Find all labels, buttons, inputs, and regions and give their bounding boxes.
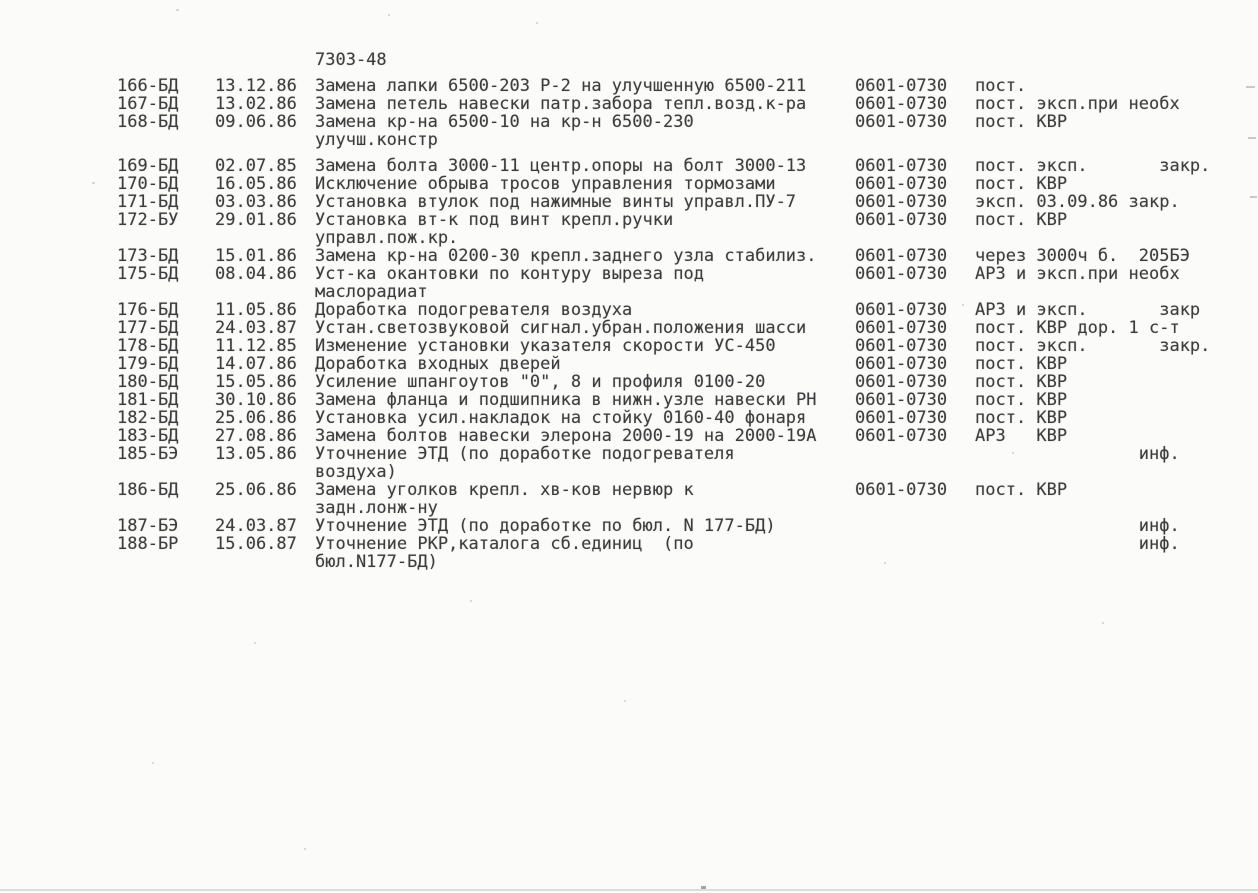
- status-note: пост. эксп. закр.: [975, 156, 1211, 176]
- scan-edge-mark: [1246, 86, 1255, 88]
- table-row: [0, 354, 1258, 373]
- table-row: [0, 156, 1258, 175]
- bulletin-number: 185-БЭ: [117, 444, 179, 464]
- bulletin-number: 186-БД: [117, 480, 179, 500]
- scan-speck: [388, 14, 390, 16]
- scan-speck: [434, 272, 436, 274]
- table-row: [0, 246, 1258, 265]
- scan-speck: [536, 22, 538, 24]
- scan-edge-mark: [1248, 137, 1256, 139]
- table-row: [0, 112, 1258, 131]
- table-row: [0, 76, 1258, 95]
- bulletin-date: 11.05.86: [215, 300, 297, 320]
- bulletin-description: Уточнение РКР,каталога сб.единиц (по: [315, 534, 694, 554]
- table-row: [0, 426, 1258, 445]
- serial-range: 0601-0730: [855, 76, 948, 96]
- bulletin-number: 182-БД: [117, 408, 179, 428]
- table-row: [0, 94, 1258, 113]
- table-row-continuation: [0, 462, 1258, 481]
- page-code: 7303-48: [315, 50, 387, 70]
- table-row-continuation: [0, 228, 1258, 247]
- bulletin-description: Устан.светозвуковой сигнал.убран.положения шасси: [315, 318, 807, 338]
- status-note: АРЗ и эксп. закр: [975, 300, 1201, 320]
- bulletin-description-continuation: бюл.N177-БД): [315, 552, 438, 572]
- scan-speck: [701, 886, 706, 889]
- scan-speck: [176, 9, 179, 11]
- scan-speck: [962, 304, 964, 306]
- status-note: пост. КВР дор. 1 с-т: [975, 318, 1180, 338]
- scan-speck: [254, 642, 256, 644]
- status-note: пост. КВР: [975, 112, 1068, 132]
- table-row-continuation: [0, 552, 1258, 571]
- bulletin-number: 181-БД: [117, 390, 179, 410]
- bulletin-description: Замена уголков крепл. хв-ков нервюр к: [315, 480, 694, 500]
- bulletin-date: 02.07.85: [215, 156, 297, 176]
- bulletin-date: 25.06.86: [215, 480, 297, 500]
- bulletin-date: 03.03.86: [215, 192, 297, 212]
- bulletin-number: 170-БД: [117, 174, 179, 194]
- bulletin-date: 15.06.87: [215, 534, 297, 554]
- scan-bottom-edge: [0, 889, 1258, 891]
- bulletin-description-continuation: задн.лонж-ну: [315, 498, 438, 518]
- bulletin-description: Усиление шпангоутов "0", 8 и профиля 0100-20: [315, 372, 766, 392]
- bulletin-description: Замена болта 3000-11 центр.опоры на болт 3000-13: [315, 156, 807, 176]
- table-row-continuation: [0, 130, 1258, 149]
- bulletin-date: 14.07.86: [215, 354, 297, 374]
- bulletin-description-continuation: улучш.констр: [315, 130, 438, 150]
- bulletin-description: Уточнение ЭТД (по доработке подогревателя: [315, 444, 735, 464]
- bulletin-date: 11.12.85: [215, 336, 297, 356]
- status-note: пост. КВР: [975, 480, 1068, 500]
- bulletin-description: Изменение установки указателя скорости УС-450: [315, 336, 776, 356]
- status-note: через 3000ч б. 205БЭ: [975, 246, 1190, 266]
- status-note: пост. КВР: [975, 390, 1068, 410]
- bulletin-description: Установка втулок под нажимные винты управл.ПУ-7: [315, 192, 797, 212]
- table-row: [0, 534, 1258, 553]
- bulletin-description-continuation: маслорадиат: [315, 282, 428, 302]
- bulletin-number: 172-БУ: [117, 210, 179, 230]
- table-row: [0, 372, 1258, 391]
- table-row: [0, 300, 1258, 319]
- bulletin-date: 13.02.86: [215, 94, 297, 114]
- status-note: пост. КВР: [975, 372, 1068, 392]
- bulletin-description: Замена петель навески патр.забора тепл.возд.к-ра: [315, 94, 807, 114]
- table-row: [0, 210, 1258, 229]
- scan-speck: [884, 562, 886, 564]
- bulletin-date: 13.05.86: [215, 444, 297, 464]
- status-note: пост.: [975, 76, 1027, 96]
- scan-edge-mark: [1250, 196, 1257, 198]
- table-row: [0, 444, 1258, 463]
- serial-range: 0601-0730: [855, 408, 948, 428]
- bulletin-description: Доработка подогревателя воздуха: [315, 300, 633, 320]
- scan-speck: [1012, 452, 1014, 454]
- bulletin-description: Установка вт-к под винт крепл.ручки: [315, 210, 674, 230]
- bulletin-number: 187-БЭ: [117, 516, 179, 536]
- bulletin-number: 177-БД: [117, 318, 179, 338]
- bulletin-number: 179-БД: [117, 354, 179, 374]
- bulletin-description: Уст-ка окантовки по контуру выреза под: [315, 264, 704, 284]
- serial-range: 0601-0730: [855, 264, 948, 284]
- bulletin-number: 178-БД: [117, 336, 179, 356]
- table-row: [0, 408, 1258, 427]
- bulletin-number: 188-БР: [117, 534, 179, 554]
- bulletin-number: 168-БД: [117, 112, 179, 132]
- status-note: АРЗ и эксп.при необх: [975, 264, 1180, 284]
- bulletin-number: 183-БД: [117, 426, 179, 446]
- bulletin-number: 166-БД: [117, 76, 179, 96]
- bulletin-date: 13.12.86: [215, 76, 297, 96]
- bulletin-description: Замена фланца и подшипника в нижн.узле навески РН: [315, 390, 817, 410]
- bulletin-date: 29.01.86: [215, 210, 297, 230]
- bulletin-description: Доработка входных дверей: [315, 354, 561, 374]
- status-note: пост. эксп.при необх: [975, 94, 1180, 114]
- table-row-continuation: [0, 498, 1258, 517]
- serial-range: 0601-0730: [855, 156, 948, 176]
- bulletin-date: 15.01.86: [215, 246, 297, 266]
- serial-range: 0601-0730: [855, 354, 948, 374]
- bulletin-description-continuation: воздуха): [315, 462, 397, 482]
- status-note: инф.: [975, 534, 1180, 554]
- scan-speck: [304, 848, 306, 850]
- serial-range: 0601-0730: [855, 210, 948, 230]
- serial-range: 0601-0730: [855, 174, 948, 194]
- table-row: [0, 516, 1258, 535]
- bulletin-date: 08.04.86: [215, 264, 297, 284]
- bulletin-date: 27.08.86: [215, 426, 297, 446]
- status-note: инф.: [975, 516, 1180, 536]
- serial-range: 0601-0730: [855, 246, 948, 266]
- serial-range: 0601-0730: [855, 318, 948, 338]
- table-row: [0, 390, 1258, 409]
- scan-speck: [470, 600, 472, 602]
- serial-range: 0601-0730: [855, 94, 948, 114]
- serial-range: 0601-0730: [855, 390, 948, 410]
- bulletin-date: 25.06.86: [215, 408, 297, 428]
- bulletin-description: Установка усил.накладок на стойку 0160-40 фонаря: [315, 408, 807, 428]
- status-note: пост. эксп. закр.: [975, 336, 1211, 356]
- bulletin-description: Замена болтов навески элерона 2000-19 на 2000-19А: [315, 426, 817, 446]
- table-row-continuation: [0, 282, 1258, 301]
- status-note: пост. КВР: [975, 210, 1068, 230]
- table-row: [0, 318, 1258, 337]
- serial-range: 0601-0730: [855, 192, 948, 212]
- serial-range: 0601-0730: [855, 300, 948, 320]
- serial-range: 0601-0730: [855, 336, 948, 356]
- bulletin-description-continuation: управл.пож.кр.: [315, 228, 459, 248]
- bulletin-number: 176-БД: [117, 300, 179, 320]
- bulletin-number: 175-БД: [117, 264, 179, 284]
- status-note: АРЗ КВР: [975, 426, 1068, 446]
- serial-range: 0601-0730: [855, 426, 948, 446]
- table-row: [0, 264, 1258, 283]
- bulletin-description: Замена кр-на 0200-30 крепл.заднего узла стабилиз.: [315, 246, 817, 266]
- scan-speck: [624, 700, 626, 702]
- table-row: [0, 480, 1258, 499]
- bulletin-date: 16.05.86: [215, 174, 297, 194]
- bulletin-date: 24.03.87: [215, 318, 297, 338]
- bulletin-number: 171-БД: [117, 192, 179, 212]
- serial-range: 0601-0730: [855, 112, 948, 132]
- bulletin-date: 15.05.86: [215, 372, 297, 392]
- bulletin-number: 180-БД: [117, 372, 179, 392]
- table-row: [0, 336, 1258, 355]
- bulletin-date: 09.06.86: [215, 112, 297, 132]
- status-note: пост. КВР: [975, 354, 1068, 374]
- bulletin-number: 169-БД: [117, 156, 179, 176]
- status-note: эксп. 03.09.86 закр.: [975, 192, 1180, 212]
- bulletin-number: 173-БД: [117, 246, 179, 266]
- bulletin-number: 167-БД: [117, 94, 179, 114]
- scan-speck: [1102, 622, 1104, 624]
- scan-speck: [92, 182, 95, 184]
- bulletin-description: Уточнение ЭТД (по доработке по бюл. N 177-БД): [315, 516, 776, 536]
- table-row: [0, 192, 1258, 211]
- bulletin-description: Замена лапки 6500-203 Р-2 на улучшенную 6500-211: [315, 76, 807, 96]
- table-row: [0, 174, 1258, 193]
- status-note: пост. КВР: [975, 408, 1068, 428]
- status-note: пост. КВР: [975, 174, 1068, 194]
- bulletin-date: 30.10.86: [215, 390, 297, 410]
- scan-speck: [152, 762, 154, 764]
- serial-range: 0601-0730: [855, 480, 948, 500]
- status-note: инф.: [975, 444, 1180, 464]
- bulletin-description: Исключение обрыва тросов управления тормозами: [315, 174, 776, 194]
- bulletin-description: Замена кр-на 6500-10 на кр-н 6500-230: [315, 112, 694, 132]
- bulletin-date: 24.03.87: [215, 516, 297, 536]
- serial-range: 0601-0730: [855, 372, 948, 392]
